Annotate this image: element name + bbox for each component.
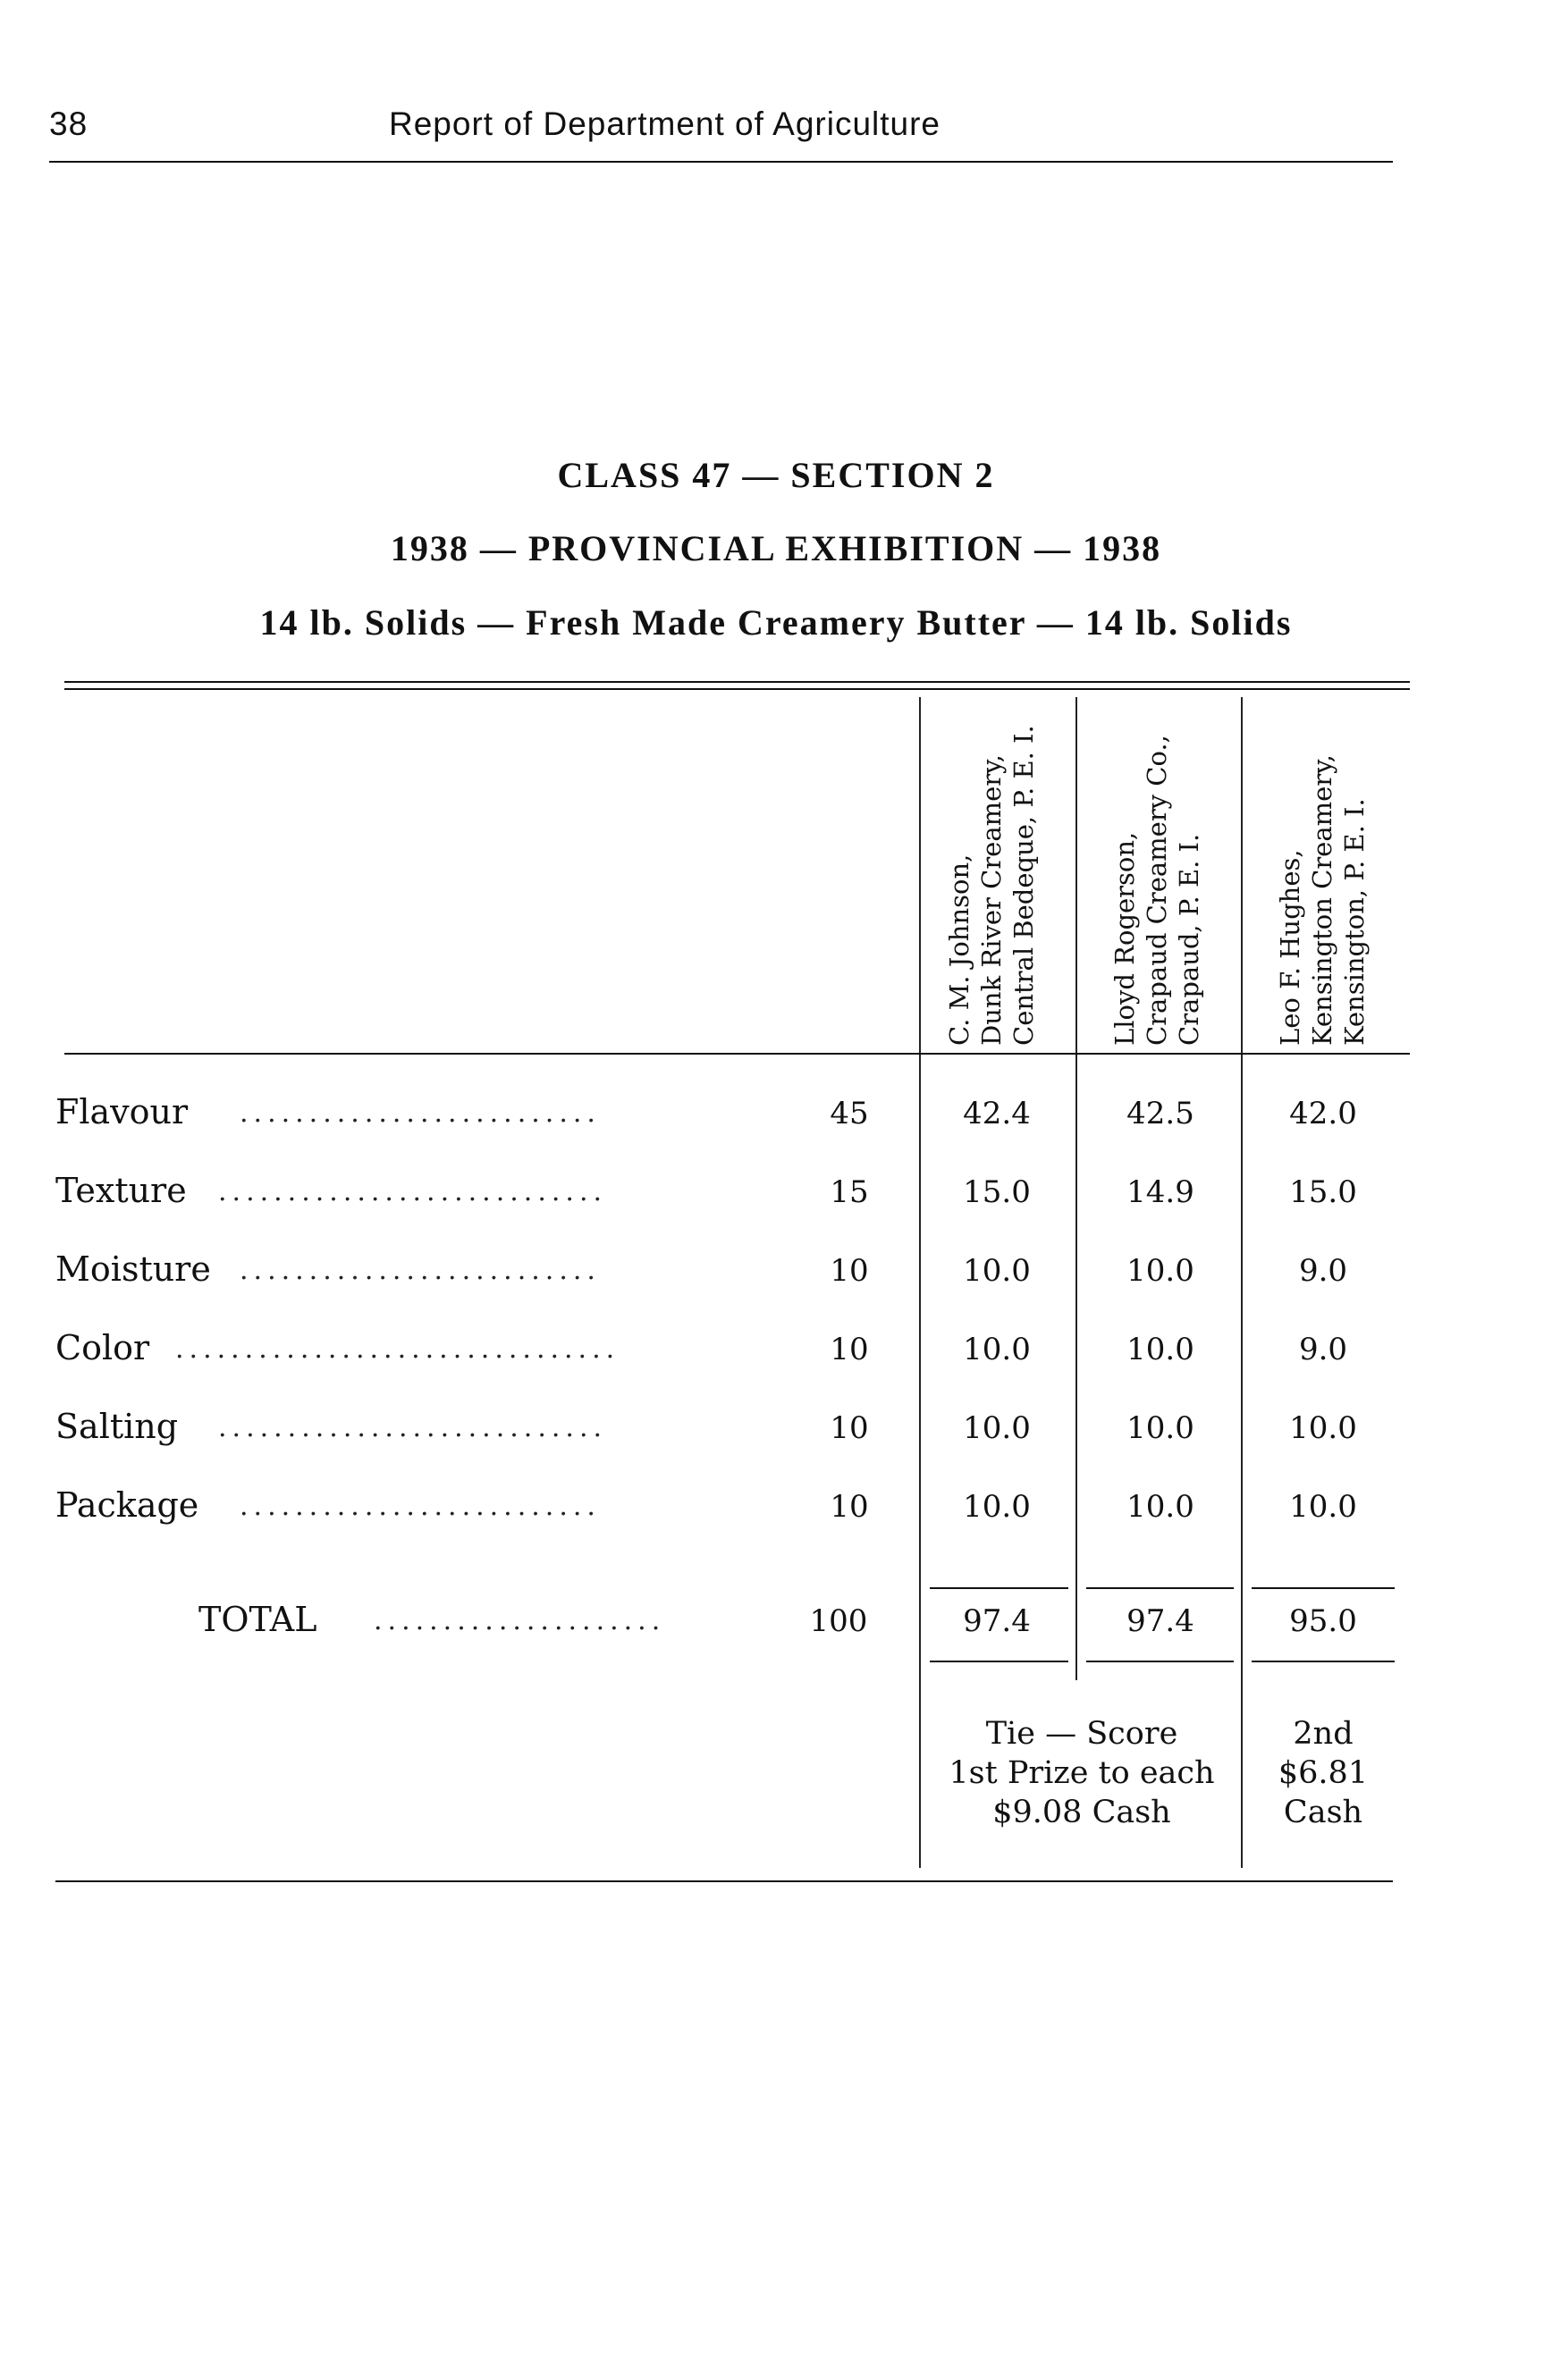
- second-award-note: [1247, 1714, 1399, 1832]
- criterion-label: Flavour: [55, 1092, 189, 1131]
- score-cell: 10.0: [1126, 1253, 1194, 1289]
- exhibitor-name: C. M. Johnson,: [944, 854, 974, 1046]
- tie-award-line: $9.08 Cash: [992, 1795, 1171, 1830]
- tie-award-line: 1st Prize to each: [949, 1755, 1215, 1791]
- max-points-total: 100: [809, 1603, 868, 1639]
- score-cell: 42.5: [1126, 1096, 1194, 1131]
- total-score: 97.4: [963, 1603, 1031, 1639]
- table-top-rule: [64, 681, 1410, 683]
- score-cell: 10.0: [963, 1253, 1031, 1289]
- score-cell: 15.0: [1289, 1174, 1357, 1210]
- score-cell: 10.0: [1126, 1489, 1194, 1525]
- total-bottom-rule: [1252, 1661, 1395, 1662]
- total-bottom-rule: [1086, 1661, 1234, 1662]
- category-heading: 14 lb. Solids — Fresh Made Creamery Butter — 14 lb. Solids: [259, 602, 1293, 643]
- header-rule: [49, 161, 1393, 163]
- criterion-label: Salting: [55, 1407, 179, 1446]
- total-top-rule: [1252, 1587, 1395, 1589]
- criterion-label: Moisture: [55, 1249, 211, 1289]
- leader-dots: ..........................: [240, 1255, 601, 1286]
- total-top-rule: [930, 1587, 1068, 1589]
- exhibitor-location: Kensington, P. E. I.: [1339, 798, 1370, 1046]
- score-cell: 14.9: [1126, 1174, 1194, 1210]
- max-points: 10: [830, 1253, 869, 1289]
- column-rule-2: [1075, 697, 1077, 1680]
- leader-dots: ............................: [218, 1176, 608, 1207]
- leader-dots: ............................: [218, 1412, 608, 1443]
- exhibitor-name: Lloyd Rogerson,: [1109, 831, 1140, 1046]
- score-cell: 10.0: [963, 1332, 1031, 1367]
- running-title: Report of Department of Agriculture: [389, 105, 941, 142]
- max-points: 10: [830, 1332, 869, 1367]
- exhibitor-location: Crapaud, P. E. I.: [1174, 833, 1204, 1046]
- max-points: 10: [830, 1410, 869, 1446]
- exhibition-heading: 1938 — PROVINCIAL EXHIBITION — 1938: [390, 528, 1162, 568]
- column-rule-3: [1241, 697, 1243, 1868]
- second-award-line: 2nd: [1293, 1716, 1354, 1752]
- score-cell: 10.0: [963, 1489, 1031, 1525]
- score-cell: 15.0: [963, 1174, 1031, 1210]
- score-cell: 42.0: [1289, 1096, 1357, 1131]
- second-award-line: Cash: [1283, 1795, 1363, 1830]
- tie-award-note: [930, 1714, 1234, 1832]
- exhibitor-header: [1274, 754, 1371, 1046]
- total-label: TOTAL: [198, 1600, 317, 1639]
- leader-dots: ..........................: [240, 1097, 601, 1129]
- exhibitor-location: Central Bedeque, P. E. I.: [1008, 725, 1039, 1046]
- exhibitor-header: [1109, 735, 1205, 1046]
- score-cell: 10.0: [1126, 1410, 1194, 1446]
- score-cell: 10.0: [1289, 1410, 1357, 1446]
- second-award-line: $6.81: [1278, 1755, 1369, 1791]
- exhibitor-header: [943, 725, 1040, 1046]
- max-points: 15: [830, 1174, 869, 1210]
- score-cell: 9.0: [1298, 1253, 1348, 1289]
- table-bottom-rule: [55, 1880, 1393, 1882]
- score-cell: 42.4: [963, 1096, 1031, 1131]
- exhibitor-creamery: Dunk River Creamery,: [976, 754, 1007, 1046]
- page-number: 38: [49, 105, 89, 142]
- total-score: 97.4: [1126, 1603, 1194, 1639]
- exhibitor-creamery: Kensington Creamery,: [1307, 754, 1337, 1046]
- leader-dots: ..........................: [240, 1491, 601, 1522]
- max-points: 10: [830, 1489, 869, 1525]
- tie-award-line: Tie — Score: [985, 1716, 1178, 1752]
- table-top-rule-2: [64, 688, 1410, 690]
- leader-dots: .....................: [374, 1605, 666, 1636]
- leader-dots: ................................: [175, 1333, 620, 1365]
- criterion-label: Texture: [55, 1171, 187, 1210]
- total-top-rule: [1086, 1587, 1234, 1589]
- criterion-label: Package: [55, 1485, 199, 1525]
- score-cell: 10.0: [1126, 1332, 1194, 1367]
- exhibitor-creamery: Crapaud Creamery Co.,: [1142, 735, 1172, 1046]
- total-bottom-rule: [930, 1661, 1068, 1662]
- exhibitor-name: Leo F. Hughes,: [1275, 849, 1305, 1046]
- total-score: 95.0: [1289, 1603, 1357, 1639]
- max-points: 45: [830, 1096, 869, 1131]
- header-bottom-rule: [64, 1053, 1410, 1055]
- criterion-label: Color: [55, 1328, 150, 1367]
- score-cell: 9.0: [1298, 1332, 1348, 1367]
- score-cell: 10.0: [1289, 1489, 1357, 1525]
- score-cell: 10.0: [963, 1410, 1031, 1446]
- class-heading: CLASS 47 — SECTION 2: [557, 455, 995, 495]
